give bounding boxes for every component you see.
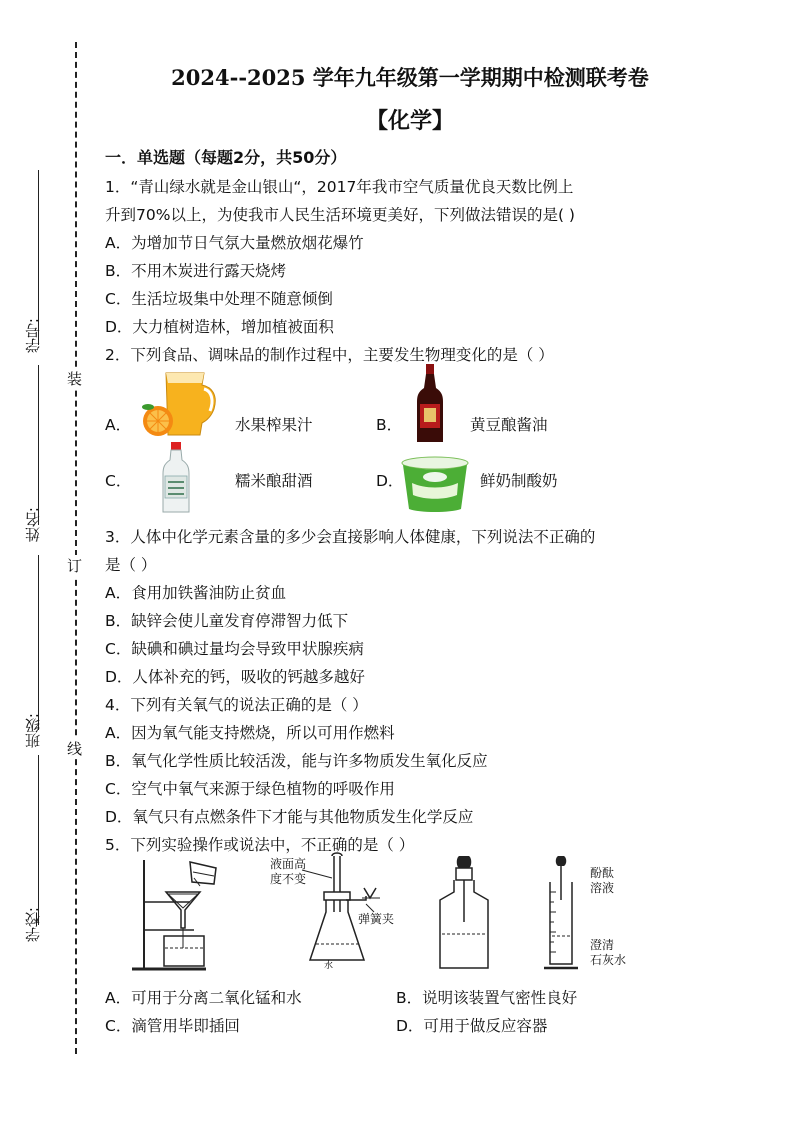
q5-fig-label-lime-2: 石灰水 xyxy=(590,953,627,967)
q5-option-c: C．滴管用毕即插回 xyxy=(105,1017,240,1035)
q4-option-d: D．氧气只有点燃条件下才能与其他物质发生化学反应 xyxy=(105,808,474,826)
school-label: 学校: xyxy=(24,907,42,943)
q5-fig-label-clamp: 弹簧夹 xyxy=(358,912,395,926)
q4-option-a: A．因为氧气能支持燃烧，所以可用作燃料 xyxy=(105,724,395,742)
section-heading: 一．单选题（每题2分，共50分） xyxy=(105,148,347,167)
q2-option-c-text: 糯米酿甜酒 xyxy=(235,472,313,490)
binding-char-ding: 订 xyxy=(67,557,83,575)
binding-dashed-line xyxy=(75,42,77,1054)
q5-fig-label-phenol: 酚酞 xyxy=(590,866,615,880)
q5-stem: 5．下列实验操作或说法中，不正确的是（ ） xyxy=(105,836,415,854)
graduated-cylinder-icon xyxy=(540,852,590,974)
soy-sauce-bottle-icon xyxy=(414,362,446,446)
q5-option-b: B．说明该装置气密性良好 xyxy=(396,989,578,1007)
q5-fig-label-lime: 澄清 xyxy=(590,938,615,952)
student-no-label: 学号: xyxy=(24,318,42,354)
q1-option-b: B．不用木炭进行露天烧烤 xyxy=(105,262,287,280)
q5-fig-label-phenol-2: 溶液 xyxy=(590,881,615,895)
q2-option-c-letter: C． xyxy=(105,472,132,490)
yogurt-cup-icon xyxy=(400,455,470,515)
q4-stem: 4．下列有关氧气的说法正确的是（ ） xyxy=(105,696,368,714)
dropper-bottle-icon xyxy=(434,852,494,974)
q5-fig-label-liquid-level-2: 度不变 xyxy=(270,872,307,886)
q1-stem-line1: 1．“青山绿水就是金山银山“，2017年我市空气质量优良天数比例上 xyxy=(105,178,574,196)
svg-text:水: 水 xyxy=(324,961,334,971)
q3-stem-line1: 3．人体中化学元素含量的多少会直接影响人体健康，下列说法不正确的 xyxy=(105,528,596,546)
q5-option-a: A．可用于分离二氧化锰和水 xyxy=(105,989,302,1007)
q2-option-d-text: 鲜奶制酸奶 xyxy=(480,472,558,490)
school-field-line xyxy=(38,755,39,925)
q1-option-d: D．大力植树造林，增加植被面积 xyxy=(105,318,334,336)
class-label: 班级: xyxy=(24,713,42,749)
binding-char-xian: 线 xyxy=(67,740,83,758)
q2-option-b-letter: B． xyxy=(376,416,403,434)
q2-stem: 2．下列食品、调味品的制作过程中，主要发生物理变化的是（ ） xyxy=(105,346,554,364)
q3-option-b: B．缺锌会使儿童发育停滞智力低下 xyxy=(105,612,349,630)
q4-option-c: C．空气中氧气来源于绿色植物的呼吸作用 xyxy=(105,780,395,798)
juice-pitcher-icon xyxy=(138,365,224,440)
name-label: 姓名: xyxy=(24,507,42,543)
q1-option-a: A．为增加节日气氛大量燃放烟花爆竹 xyxy=(105,234,364,252)
rice-wine-bottle-icon xyxy=(160,440,192,516)
q3-option-a: A．食用加铁酱油防止贫血 xyxy=(105,584,287,602)
q5-fig-label-liquid-level: 液面高 xyxy=(270,857,307,871)
q2-option-a-text: 水果榨果汁 xyxy=(235,416,313,434)
q3-stem-line2: 是（ ） xyxy=(105,556,157,574)
q2-option-a-letter: A． xyxy=(105,416,132,434)
q2-option-b-text: 黄豆酿酱油 xyxy=(470,416,548,434)
q2-option-d-letter: D． xyxy=(376,472,404,490)
q1-option-c: C．生活垃圾集中处理不随意倾倒 xyxy=(105,290,333,308)
class-field-line xyxy=(38,555,39,730)
exam-subject: 【化学】 xyxy=(365,109,454,134)
q3-option-c: C．缺碘和碘过量均会导致甲状腺疾病 xyxy=(105,640,364,658)
name-field-line xyxy=(38,365,39,525)
q3-option-d: D．人体补充的钙，吸收的钙越多越好 xyxy=(105,668,365,686)
filtration-apparatus-icon xyxy=(130,852,240,974)
q4-option-b: B．氧气化学性质比较活泼，能与许多物质发生氧化反应 xyxy=(105,752,488,770)
exam-title: 2024--2025 学年九年级第一学期期中检测联考卷 xyxy=(171,65,649,90)
binding-char-zhuang: 装 xyxy=(67,370,83,388)
q1-stem-line2: 升到70%以上，为使我市人民生活环境更美好，下列做法错误的是( ) xyxy=(105,206,575,224)
q5-option-d: D．可用于做反应容器 xyxy=(396,1017,548,1035)
